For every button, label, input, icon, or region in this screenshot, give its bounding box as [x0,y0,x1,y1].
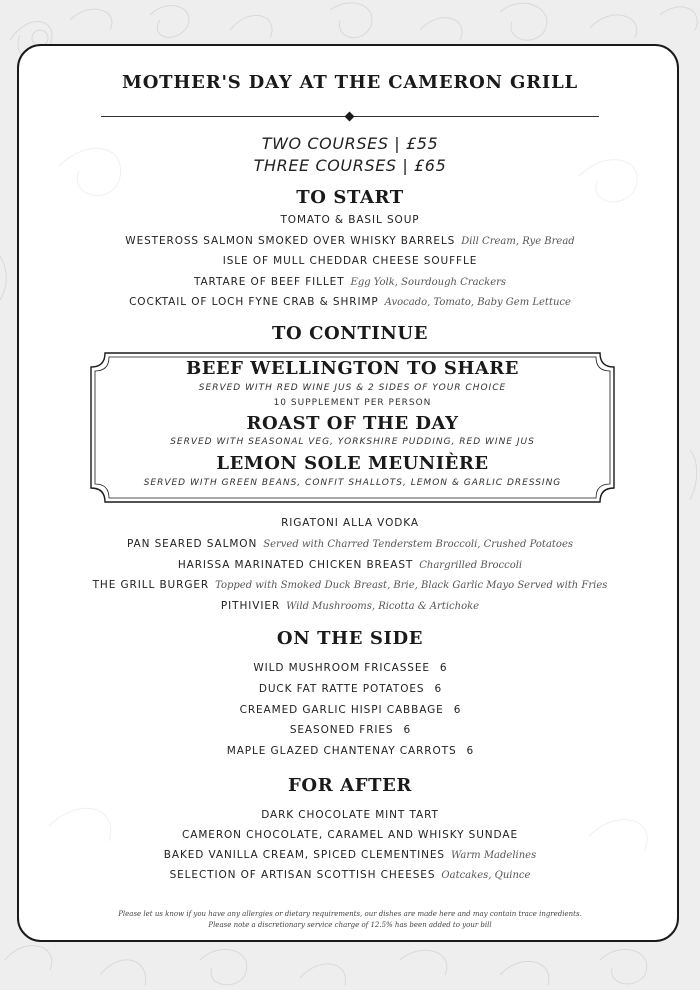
list-item [19,868,681,883]
item-description: Wild Mushrooms, Ricotta & Artichoke [286,601,480,612]
list-item [19,295,681,310]
list-item [19,275,681,290]
item-description: Egg Yolk, Sourdough Crackers [350,277,507,288]
list-item [19,558,681,573]
featured-mains-box [89,351,616,504]
footer-allergy-note: Please let us know if you have any allergies or dietary requirements, our dishes are made here and may contain trace ingredients. [118,910,582,918]
item-name: PAN SEARED SALMON [126,538,258,550]
item-description: Served with Charred Tenderstem Broccoli, Crushed Potatoes [263,539,573,550]
section-title-to-start: TO START [296,187,404,208]
item-name: ISLE OF MULL CHEDDAR CHEESE SOUFFLE [222,255,478,267]
featured-title: BEEF WELLINGTON TO SHARE [186,358,519,379]
item-description: Oatcakes, Quince [441,870,531,881]
item-name: DUCK FAT RATTE POTATOES [258,683,425,695]
item-name: WESTEROSS SALMON SMOKED OVER WHISKY BARRELS [125,235,456,247]
list-item [19,578,681,593]
list-item [19,682,681,696]
item-name: WILD MUSHROOM FRICASSEE [253,662,430,674]
item-name: MAPLE GLAZED CHANTENAY CARROTS [226,745,457,757]
item-name: TARTARE OF BEEF FILLET [193,276,345,288]
item-name: HARISSA MARINATED CHICKEN BREAST [177,559,414,571]
list-item [19,516,681,530]
item-name: DARK CHOCOLATE MINT TART [261,809,439,821]
section-title-to-continue: TO CONTINUE [271,323,429,344]
menu-card [17,44,679,942]
item-description: Topped with Smoked Duck Breast, Brie, Black Garlic Mayo Served with Fries [215,580,608,591]
item-name: PITHIVIER [220,600,281,612]
pricing-three-courses: THREE COURSES | £65 [253,156,447,175]
item-name: CREAMED GARLIC HISPI CABBAGE [239,704,444,716]
list-item [19,703,681,717]
item-name: RIGATONI ALLA VODKA [281,517,419,529]
footer-service-charge-note: Please note a discretionary service charge of 12.5% has been added to your bill [208,921,492,929]
featured-note: 10 SUPPLEMENT PER PERSON [273,398,432,408]
list-item [19,661,681,675]
list-item [19,828,681,842]
item-name: SEASONED FRIES [289,724,394,736]
featured-subtitle: SERVED WITH SEASONAL VEG, YORKSHIRE PUDDING, RED WINE JUS [170,437,535,447]
diamond-ornament-icon [345,112,355,122]
list-item [19,848,681,863]
item-description: Dill Cream, Rye Bread [461,236,575,247]
featured-title: LEMON SOLE MEUNIÈRE [216,453,489,474]
item-name: COCKTAIL OF LOCH FYNE CRAB & SHRIMP [129,296,379,308]
section-title-on-the-side: ON THE SIDE [276,628,424,649]
list-item [19,723,681,737]
item-price: 6 [453,704,461,716]
menu-title: MOTHER'S DAY AT THE CAMERON GRILL [121,72,579,93]
list-item [19,213,681,227]
item-description: Avocado, Tomato, Baby Gem Lettuce [384,297,571,308]
item-price: 6 [466,745,474,757]
list-item [19,599,681,614]
featured-title: ROAST OF THE DAY [246,413,459,434]
list-item [19,537,681,552]
pricing-two-courses: TWO COURSES | £55 [261,134,439,153]
item-price: 6 [403,724,411,736]
item-price: 6 [434,683,442,695]
item-description: Chargrilled Broccoli [419,560,523,571]
item-name: TOMATO & BASIL SOUP [280,214,420,226]
item-price: 6 [439,662,447,674]
item-name: THE GRILL BURGER [92,579,210,591]
list-item [19,234,681,249]
list-item [19,808,681,822]
title-divider [101,112,599,122]
item-description: Warm Madelines [451,850,537,861]
featured-subtitle: SERVED WITH RED WINE JUS & 2 SIDES OF YOUR CHOICE [198,383,507,393]
section-title-for-after: FOR AFTER [288,775,412,796]
item-name: BAKED VANILLA CREAM, SPICED CLEMENTINES [163,849,445,861]
featured-subtitle: SERVED WITH GREEN BEANS, CONFIT SHALLOTS, LEMON & GARLIC DRESSING [143,478,562,488]
item-name: CAMERON CHOCOLATE, CARAMEL AND WHISKY SUNDAE [182,829,518,841]
list-item [19,254,681,268]
item-name: SELECTION OF ARTISAN SCOTTISH CHEESES [169,869,436,881]
list-item [19,744,681,758]
